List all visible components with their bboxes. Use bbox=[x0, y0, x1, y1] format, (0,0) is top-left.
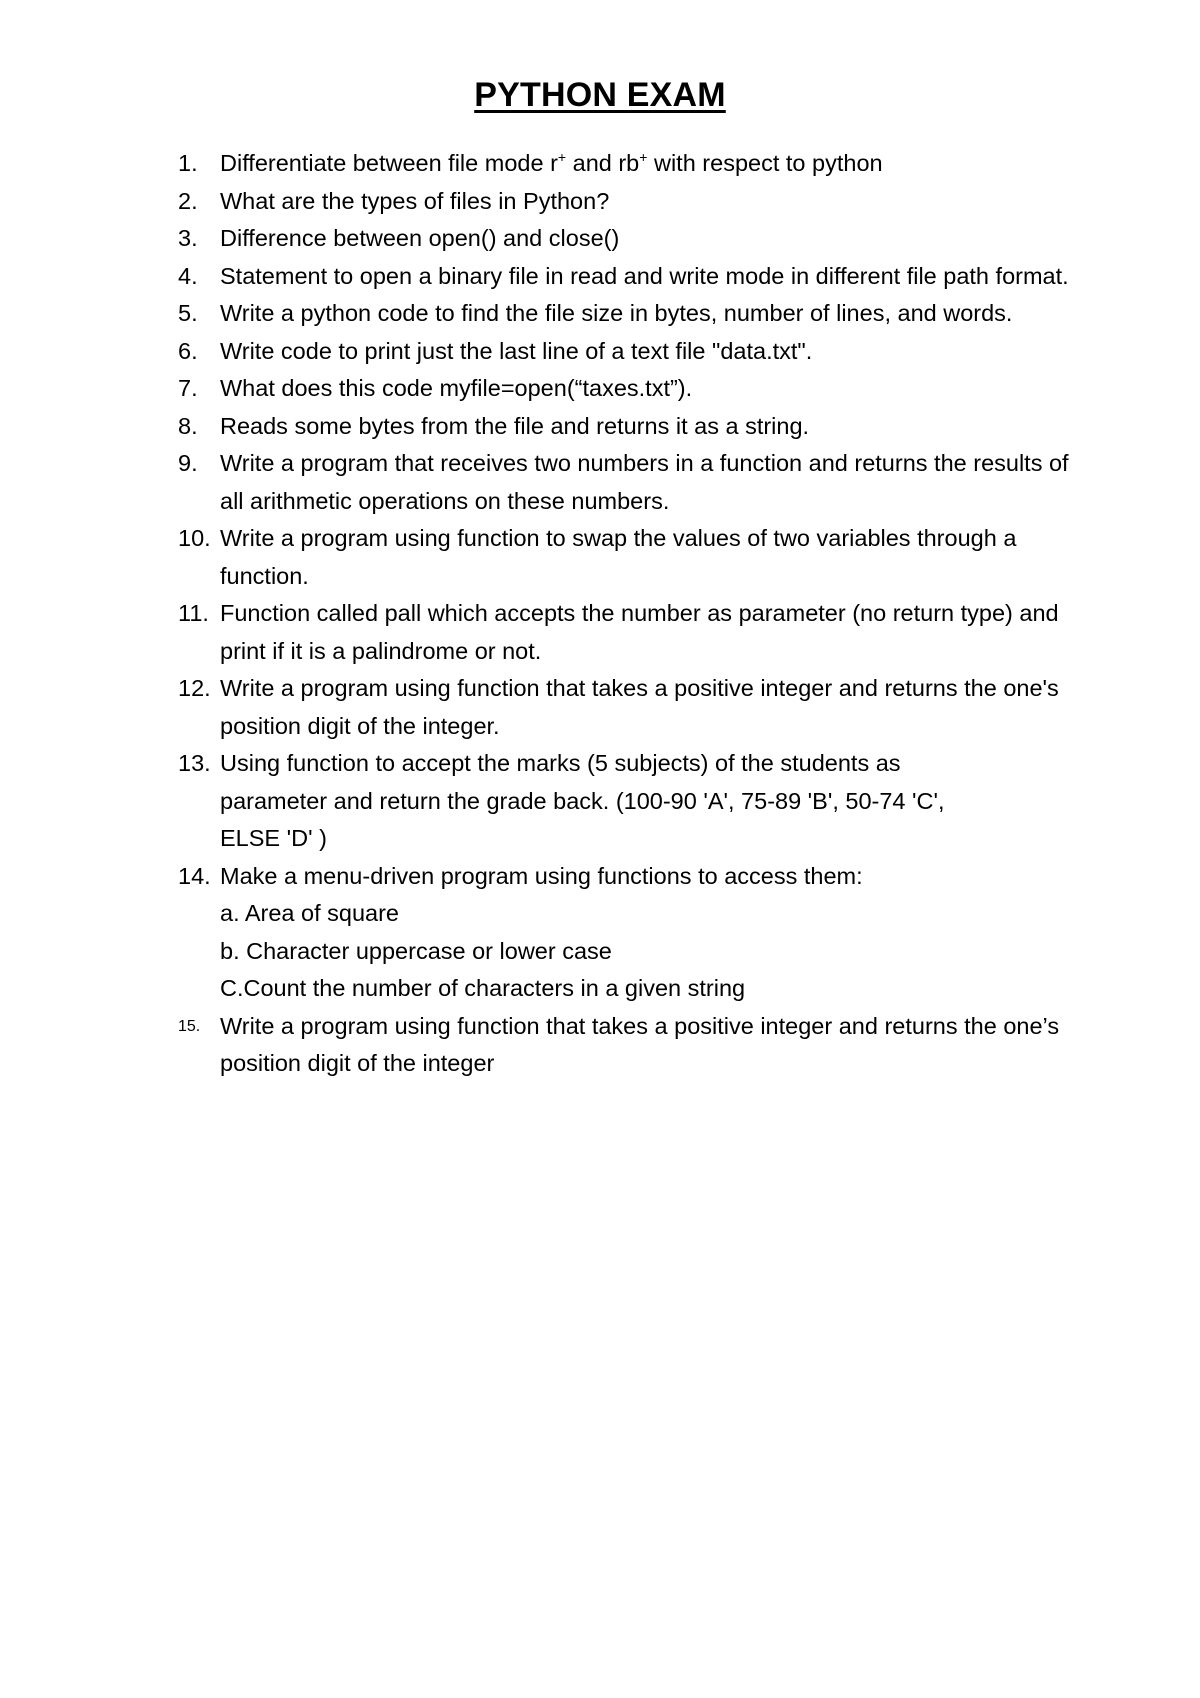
page-title: PYTHON EXAM bbox=[474, 76, 726, 114]
question-5 bbox=[178, 295, 1078, 333]
question-10 bbox=[178, 520, 1078, 595]
question-15 bbox=[178, 1008, 1078, 1083]
question-text: Reads some bytes from the file and returns it as a string. bbox=[220, 412, 810, 439]
question-number: 11. bbox=[178, 600, 209, 626]
question-text: Differentiate between file mode r+ and rb+ with respect to python bbox=[220, 149, 883, 176]
question-12 bbox=[178, 670, 1078, 745]
question-number: 10. bbox=[178, 525, 211, 551]
question-text: Function called pall which accepts the number as parameter (no return type) and print if it is a palindrome or not. bbox=[220, 600, 1059, 664]
question-text: What does this code myfile=open(“taxes.txt”). bbox=[220, 375, 693, 401]
sub-item-c: C.Count the number of characters in a given string bbox=[220, 975, 746, 1001]
question-number: 14. bbox=[178, 862, 211, 889]
question-text-line: Using function to accept the marks (5 subjects) of the students as bbox=[220, 750, 901, 776]
question-text: Write code to print just the last line of a text file "data.txt". bbox=[220, 337, 813, 364]
question-number: 2. bbox=[178, 187, 198, 214]
question-text: Statement to open a binary file in read and write mode in different file path format. bbox=[220, 262, 1069, 289]
plus-superscript: + bbox=[557, 149, 567, 165]
question-9 bbox=[178, 445, 1078, 520]
plus-superscript: + bbox=[639, 149, 648, 165]
question-text-line: parameter and return the grade back. (100-90 'A', 75-89 'B', 50-74 'C', bbox=[220, 787, 945, 814]
question-text: Write a python code to find the file size in bytes, number of lines, and words. bbox=[220, 300, 1013, 326]
question-text: Write a program using function that takes a positive integer and returns the one's position digit of the integer. bbox=[220, 675, 1059, 739]
question-text: What are the types of files in Python? bbox=[220, 187, 610, 214]
question-number: 13. bbox=[178, 750, 211, 776]
question-14 bbox=[178, 858, 1078, 1008]
question-4 bbox=[178, 258, 1078, 296]
question-number: 7. bbox=[178, 375, 198, 401]
question-3 bbox=[178, 220, 1078, 258]
question-number: 15. bbox=[178, 1017, 201, 1035]
sub-item-a: a. Area of square bbox=[220, 900, 399, 926]
question-number: 5. bbox=[178, 300, 198, 326]
question-text: Difference between open() and close() bbox=[220, 225, 620, 251]
question-6 bbox=[178, 333, 1078, 371]
question-text: Make a menu-driven program using functions to access them: bbox=[220, 862, 863, 889]
question-8 bbox=[178, 408, 1078, 446]
question-1 bbox=[178, 145, 1078, 183]
question-number: 9. bbox=[178, 450, 198, 476]
question-number: 8. bbox=[178, 412, 198, 439]
question-number: 6. bbox=[178, 337, 198, 364]
question-number: 12. bbox=[178, 675, 211, 701]
question-number: 4. bbox=[178, 262, 198, 289]
sub-item-b: b. Character uppercase or lower case bbox=[220, 937, 612, 964]
question-text: Write a program that receives two numbers in a function and returns the results of all arithmetic operations on these numbers. bbox=[220, 450, 1069, 514]
question-number: 3. bbox=[178, 225, 198, 251]
question-2 bbox=[178, 183, 1078, 221]
question-list bbox=[178, 145, 1078, 1083]
question-text-line: ELSE 'D' ) bbox=[220, 825, 327, 851]
question-11 bbox=[178, 595, 1078, 670]
question-7 bbox=[178, 370, 1078, 408]
question-text: Write a program using function that takes a positive integer and returns the one’s position digit of the integer bbox=[220, 1012, 1060, 1076]
question-number: 1. bbox=[178, 150, 198, 176]
question-13 bbox=[178, 745, 1078, 858]
question-text: Write a program using function to swap the values of two variables through a function. bbox=[220, 525, 1017, 589]
